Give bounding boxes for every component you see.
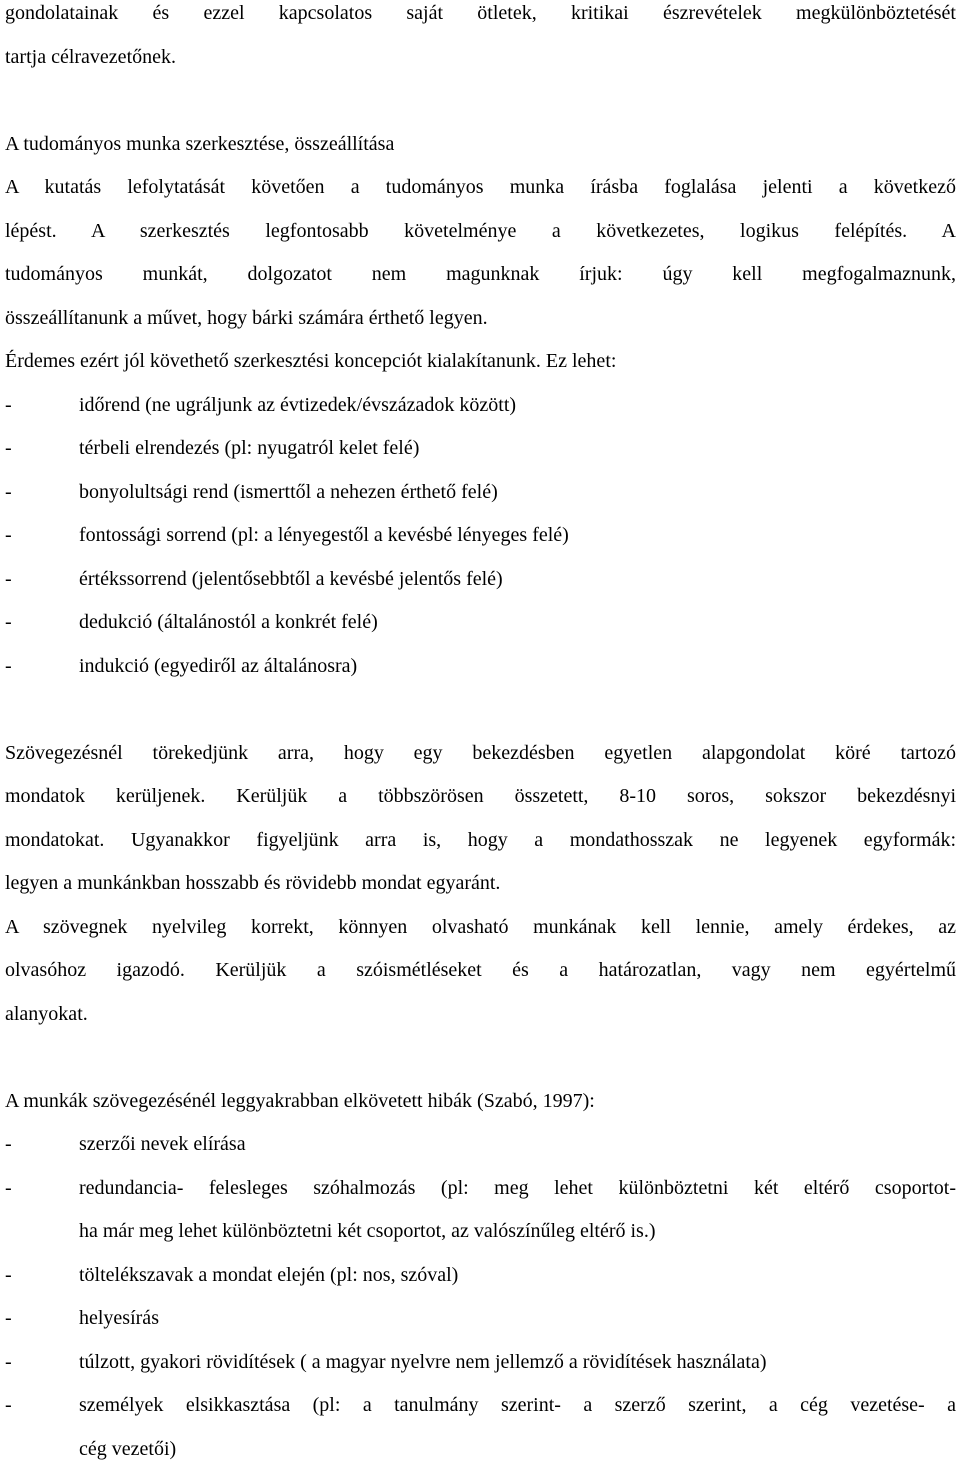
paragraph-gap: [5, 688, 956, 732]
para3-line-3: alanyokat.: [5, 993, 956, 1037]
structure-list: [5, 384, 956, 689]
bullet-dash: -: [5, 1384, 79, 1471]
list-item: [5, 384, 956, 428]
errors-heading: A munkák szövegezésénél leggyakrabban elkövetett hibák (Szabó, 1997):: [5, 1080, 956, 1124]
para1-line-3: tudományos munkát, dolgozatot nem magunknak írjuk: úgy kell megfogalmaznunk,: [5, 253, 956, 297]
bullet-dash: -: [5, 514, 79, 558]
list-item: [5, 1167, 956, 1254]
intro-line-1: gondolatainak és ezzel kapcsolatos saját ötletek, kritikai észrevételek megkülönböztetését: [5, 0, 956, 36]
bullet-dash: -: [5, 558, 79, 602]
list-item-text: értékssorrend (jelentősebbtől a kevésbé jelentős felé): [79, 558, 956, 602]
para1-line-4: összeállítanunk a művet, hogy bárki számára érthető legyen.: [5, 297, 956, 341]
list-item: [5, 601, 956, 645]
list-item-text: térbeli elrendezés (pl: nyugatról kelet felé): [79, 427, 956, 471]
document-page: [5, 0, 956, 1471]
bullet-dash: -: [5, 1123, 79, 1167]
para2-line-4: legyen a munkánkban hosszabb és rövidebb mondat egyaránt.: [5, 862, 956, 906]
section-heading: A tudományos munka szerkesztése, összeállítása: [5, 123, 956, 167]
paragraph-gap: [5, 1036, 956, 1080]
para1-line-1: A kutatás lefolytatását követően a tudományos munka írásba foglalása jelenti a következő: [5, 166, 956, 210]
para1-line-2: lépést. A szerkesztés legfontosabb követelménye a következetes, logikus felépítés. A: [5, 210, 956, 254]
list-item: [5, 471, 956, 515]
para2-line-2: mondatok kerüljenek. Kerüljük a többszörösen összetett, 8-10 soros, sokszor bekezdésnyi: [5, 775, 956, 819]
list-item: [5, 427, 956, 471]
bullet-dash: -: [5, 1297, 79, 1341]
list-item: [5, 514, 956, 558]
para2-line-3: mondatokat. Ugyanakkor figyeljünk arra is, hogy a mondathosszak ne legyenek egyformák:: [5, 819, 956, 863]
list-item-text: dedukció (általánostól a konkrét felé): [79, 601, 956, 645]
list-item-text: töltelékszavak a mondat elején (pl: nos, szóval): [79, 1254, 956, 1298]
para3-line-2: olvasóhoz igazodó. Kerüljük a szóismétléseket és a határozatlan, vagy nem egyértelmű: [5, 949, 956, 993]
list-item: [5, 558, 956, 602]
list-item-text: időrend (ne ugráljunk az évtizedek/évszázadok között): [79, 384, 956, 428]
list-item: [5, 645, 956, 689]
list-item-text: indukció (egyediről az általánosra): [79, 645, 956, 689]
list-item-line-1: redundancia- felesleges szóhalmozás (pl: meg lehet különböztetni két eltérő csoportot-: [79, 1167, 956, 1211]
list-item: [5, 1123, 956, 1167]
list-item-text: fontossági sorrend (pl: a lényegestől a kevésbé lényeges felé): [79, 514, 956, 558]
intro-line-2: tartja célravezetőnek.: [5, 36, 956, 80]
bullet-dash: -: [5, 601, 79, 645]
list-item-line-2: ha már meg lehet különböztetni két csoportot, az valószínűleg eltérő is.): [79, 1210, 956, 1254]
para3-line-1: A szövegnek nyelvileg korrekt, könnyen olvasható munkának kell lennie, amely érdekes, az: [5, 906, 956, 950]
para1-line-5: Érdemes ezért jól követhető szerkesztési koncepciót kialakítanunk. Ez lehet:: [5, 340, 956, 384]
errors-list: [5, 1123, 956, 1471]
list-item: [5, 1297, 956, 1341]
paragraph-gap: [5, 79, 956, 123]
bullet-dash: -: [5, 384, 79, 428]
bullet-dash: -: [5, 427, 79, 471]
bullet-dash: -: [5, 645, 79, 689]
list-item-line-1: személyek elsikkasztása (pl: a tanulmány szerint- a szerző szerint, a cég vezetése- a: [79, 1384, 956, 1428]
list-item: [5, 1384, 956, 1471]
bullet-dash: -: [5, 1341, 79, 1385]
list-item-text: szerzői nevek elírása: [79, 1123, 956, 1167]
list-item-text: helyesírás: [79, 1297, 956, 1341]
list-item-text: túlzott, gyakori rövidítések ( a magyar nyelvre nem jellemző a rövidítések használata): [79, 1341, 956, 1385]
list-item-line-2: cég vezetői): [79, 1428, 956, 1471]
list-item: [5, 1254, 956, 1298]
list-item-text: bonyolultsági rend (ismerttől a nehezen érthető felé): [79, 471, 956, 515]
bullet-dash: -: [5, 471, 79, 515]
list-item: [5, 1341, 956, 1385]
list-item-text: [79, 1384, 956, 1471]
list-item-text: [79, 1167, 956, 1254]
bullet-dash: -: [5, 1167, 79, 1254]
para2-line-1: Szövegezésnél törekedjünk arra, hogy egy bekezdésben egyetlen alapgondolat köré tartozó: [5, 732, 956, 776]
bullet-dash: -: [5, 1254, 79, 1298]
